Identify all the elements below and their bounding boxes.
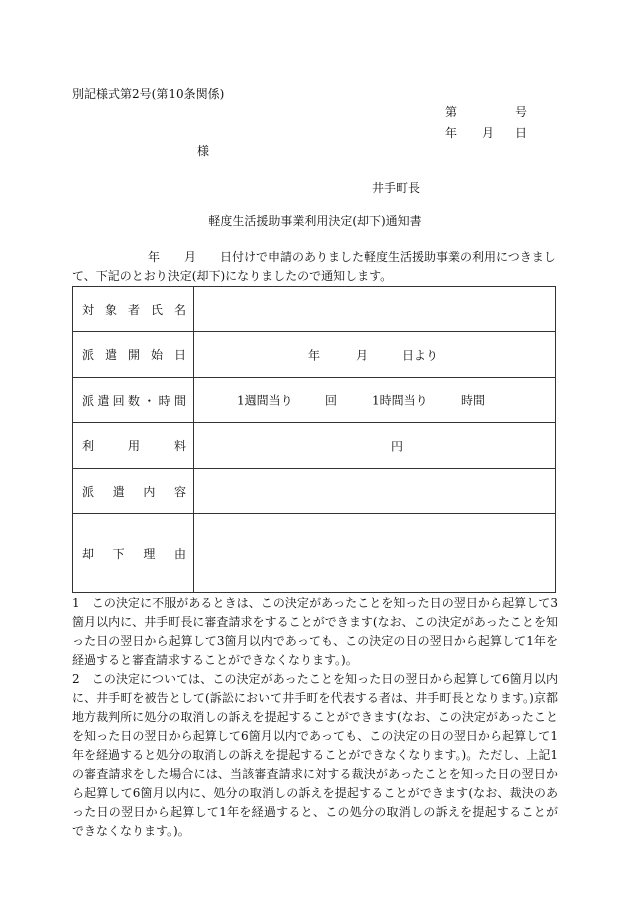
label-rejection-reason: 却下理由 [73,514,194,593]
intro-month: 月 [184,250,197,264]
note-text: この決定に不服があるときは、この決定があったことを知った日の翌日から起算して3箇月以内に、井手町長に審査請求をすることができます(なお、この決定があったことを知った日の翌日から起算して3箇月以内であっても、この決定の日の翌日から起算して1年を経過すると審査請求することができなくなります。)。 [72,596,558,667]
value-content[interactable] [194,469,556,514]
intro-line-1 [72,249,556,265]
value-start-date[interactable] [194,332,556,378]
intro-line-2: て、下記のとおり決定(却下)になりましたので通知します。 [72,269,393,283]
issue-date-year: 年 [445,126,458,140]
intro-year: 年 [148,250,161,264]
value-fee[interactable] [194,423,556,469]
intro-text: 日付けで申請のありました軽度生活援助事業の利用につきまし [220,250,556,264]
table-row-rejection-reason [73,514,556,593]
label-start-date: 派遣開始日 [73,332,194,378]
table-row-start-date [73,332,556,378]
value-frequency[interactable] [194,378,556,423]
frequency-per-time: 1時間当り [372,393,428,408]
note-item [72,594,558,670]
note-number: 2 [72,672,80,686]
frequency-per-week: 1週間当り [237,393,293,408]
note-number: 1 [72,596,80,610]
document-title: 軽度生活援助事業利用決定(却下)通知書 [208,214,422,228]
form-number-label: 別記様式第2号(第10条関係) [72,87,225,101]
table-row-fee [73,423,556,469]
table-row-subject-name [73,287,556,332]
label-frequency: 派遣回数・時間 [73,378,194,423]
issue-date-month: 月 [482,126,495,140]
note-item [72,670,558,841]
value-rejection-reason[interactable] [194,514,556,593]
label-content: 派遣内容 [73,469,194,514]
addressee-honorific: 様 [197,144,210,158]
frequency-times: 回 [325,393,338,408]
document-number-suffix: 号 [515,105,528,119]
table-row-content [73,469,556,514]
notes-section [72,594,558,841]
issue-date-day: 日 [515,126,528,140]
start-date-day: 日より [402,348,439,362]
sender-name: 井手町長 [372,181,421,195]
label-subject-name: 対象者氏名 [73,287,194,332]
start-date-year: 年 [308,348,321,362]
note-text: この決定については、この決定があったことを知った日の翌日から起算して6箇月以内に、井手町を被告として(訴訟において井手町を代表する者は、井手町長となります。)京都地方裁判所に処分の取消しの訴えを提起することができます(なお、この決定があったことを知った日の翌日から起算して6箇月以内であっても、この決定の日の翌日から起算して1年を経過すると処分の取消しの訴えを提起することができなくなります。)。ただし、上記1の審査請求をした場合には、当該審査請求に対する裁決があったことを知った日の翌日から起算して6箇月以内に、処分の取消しの訴えを提起することができます(なお、裁決のあった日の翌日から起算して1年を経過すると、この処分の取消しの訴えを提起することができなくなります。)。 [72,672,558,838]
value-subject-name[interactable] [194,287,556,332]
table-row-frequency [73,378,556,423]
decision-table [72,286,556,593]
start-date-month: 月 [356,348,369,362]
label-fee: 利用料 [73,423,194,469]
fee-yen: 円 [391,439,404,453]
frequency-hours: 時間 [461,393,486,408]
document-number-prefix: 第 [445,105,458,119]
